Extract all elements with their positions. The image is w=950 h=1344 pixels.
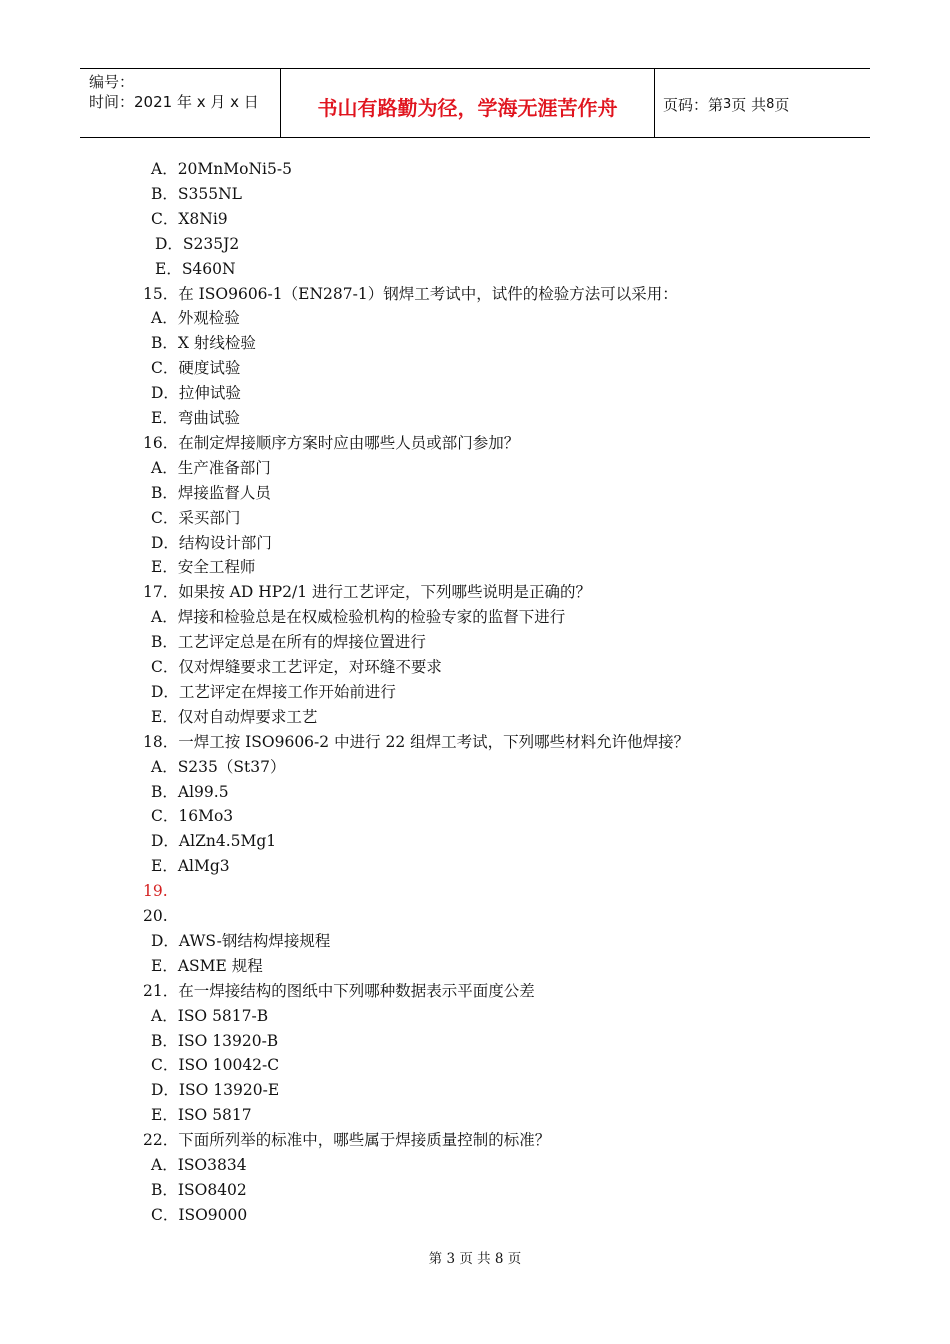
option-line: A．ISO3834 — [151, 1156, 247, 1174]
option-line: C．硬度试验 — [151, 359, 241, 378]
option-line: E．S460N — [155, 259, 236, 278]
option-line: A．焊接和检验总是在权威检验机构的检验专家的监督下进行 — [151, 608, 566, 627]
option-line: C．ISO 10042-C — [151, 1056, 280, 1075]
option-line: D．S235J2 — [155, 234, 240, 253]
option-line: B．ISO8402 — [151, 1180, 247, 1199]
option-line: B．工艺评定总是在所有的焊接位置进行 — [151, 633, 426, 652]
option-line: D．AWS-钢结构焊接规程 — [151, 931, 331, 950]
option-line: D．AlZn4.5Mg1 — [151, 832, 277, 851]
question-line: 17．如果按 AD HP2/1 进行工艺评定，下列哪些说明是正确的？ — [143, 583, 592, 602]
page-suffix: 页 — [774, 95, 790, 114]
option-line: B．S355NL — [151, 184, 242, 203]
option-line: A．生产准备部门 — [151, 458, 271, 477]
option-line: B．Al99.5 — [151, 782, 229, 801]
question-line: 15．在 ISO9606-1（EN287-1）钢焊工考试中，试件的检验方法可以采用： — [143, 284, 678, 303]
motto-text: 书山有路勤为径，学海无涯苦作舟 — [317, 95, 618, 120]
option-line: D．ISO 13920-E — [151, 1081, 280, 1100]
option-line: C．X8Ni9 — [151, 209, 228, 228]
page-mid: 页 共 — [731, 95, 767, 114]
option-line: A．20MnMoNi5-5 — [151, 160, 292, 178]
question-line: 22．下面所列举的标准中，哪些属于焊接质量控制的标准？ — [143, 1131, 551, 1150]
option-line: E．仅对自动焊要求工艺 — [151, 707, 318, 726]
question-line: 16．在制定焊接顺序方案时应由哪些人员或部门参加？ — [143, 433, 520, 452]
option-line: B．焊接监督人员 — [151, 483, 271, 502]
document-time-label: 时间：2021 年 x 月 x 日 — [89, 93, 259, 111]
question-line: 19. — [143, 882, 168, 901]
option-line: D．结构设计部门 — [151, 533, 272, 552]
option-line: A．ISO 5817-B — [151, 1006, 269, 1025]
option-line: E．安全工程师 — [151, 558, 256, 577]
header-page-indicator — [655, 69, 870, 137]
option-line: A．外观检验 — [151, 309, 240, 328]
option-line: D．工艺评定在焊接工作开始前进行 — [151, 682, 396, 701]
page-total: 8 — [766, 96, 775, 112]
question-line: 21．在一焊接结构的图纸中下列哪种数据表示平面度公差 — [143, 981, 535, 1000]
question-line: 18．一焊工按 ISO9606-2 中进行 22 组焊工考试，下列哪些材料允许他焊接？ — [143, 732, 690, 751]
option-line: B．X 射线检验 — [151, 334, 256, 353]
option-line: B．ISO 13920-B — [151, 1031, 279, 1050]
option-line: C．仅对焊缝要求工艺评定，对环缝不要求 — [151, 658, 442, 676]
page-current: 3 — [723, 96, 732, 112]
header-left-cell — [80, 69, 281, 137]
page-footer: 第 3 页 共 8 页 — [428, 1251, 522, 1267]
page-header — [80, 68, 870, 138]
option-line: C．ISO9000 — [151, 1205, 248, 1224]
header-motto — [281, 69, 655, 137]
option-line: E．ISO 5817 — [151, 1106, 252, 1125]
option-line: E．AlMg3 — [151, 857, 230, 876]
document-number-label: 编号： — [89, 73, 135, 91]
question-line: 20. — [143, 907, 168, 925]
option-line: C．16Mo3 — [151, 807, 234, 826]
option-line: A．S235（St37） — [151, 757, 286, 776]
option-line: E．弯曲试验 — [151, 409, 240, 427]
option-line: E．ASME 规程 — [151, 956, 263, 975]
option-line: C．采买部门 — [151, 508, 241, 527]
page-prefix: 页码：第 — [663, 95, 724, 114]
option-line: D．拉伸试验 — [151, 384, 241, 403]
